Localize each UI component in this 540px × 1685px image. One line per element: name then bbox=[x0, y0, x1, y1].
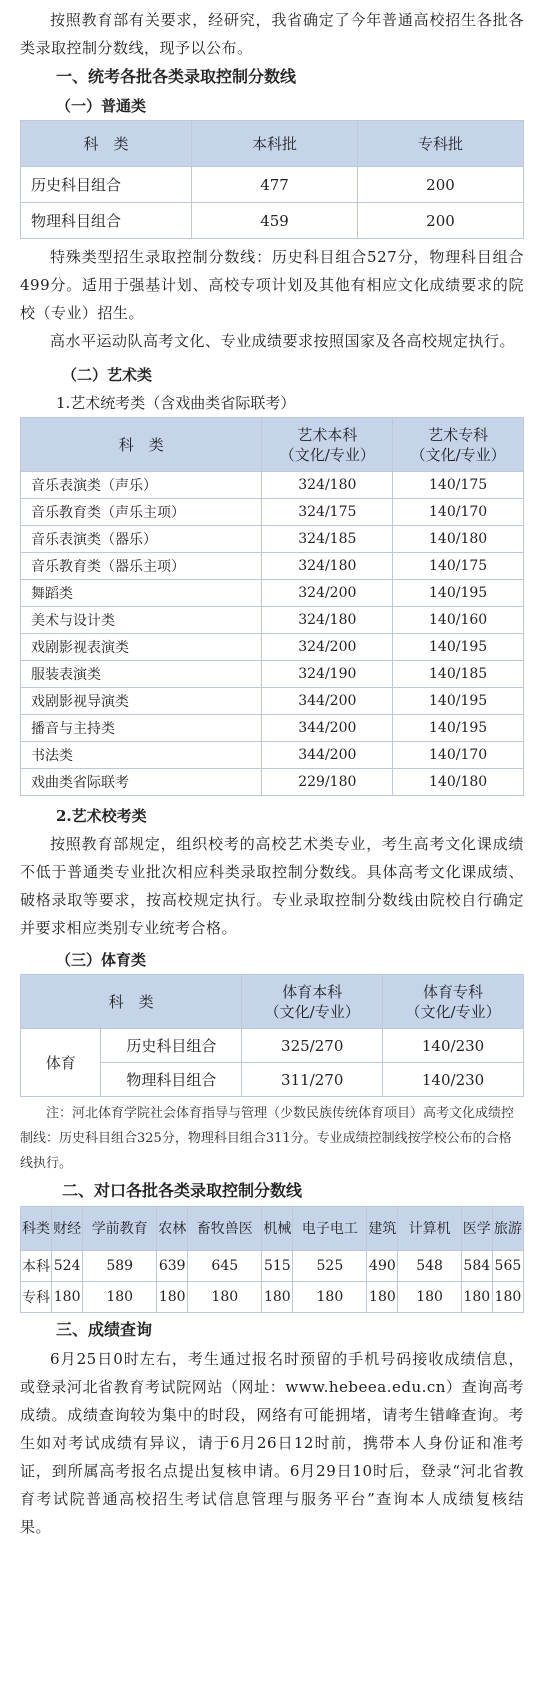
art-sub1-title: 1.艺术统考类（含戏曲类省际联考） bbox=[56, 394, 296, 412]
table-header-row bbox=[21, 1207, 524, 1251]
table-header: 畜牧兽医 bbox=[188, 1207, 262, 1251]
header-line: （文化/专业） bbox=[410, 445, 506, 464]
table-cell: 140/175 bbox=[393, 472, 524, 499]
table-cell: 344/200 bbox=[262, 688, 393, 715]
header-line: （文化/专业） bbox=[264, 1002, 360, 1021]
table-cell: 140/175 bbox=[393, 553, 524, 580]
table-cell: 140/180 bbox=[393, 769, 524, 796]
table-header: 科类 bbox=[21, 1207, 52, 1251]
table-cell: 140/160 bbox=[393, 607, 524, 634]
table-header: 科 类 bbox=[21, 975, 242, 1029]
table-cell: 体育 bbox=[21, 1029, 101, 1097]
table-cell: 490 bbox=[367, 1251, 398, 1282]
table-cell: 344/200 bbox=[262, 742, 393, 769]
table-cell: 459 bbox=[192, 203, 358, 239]
table-cell: 服装表演类 bbox=[21, 661, 262, 688]
vocational-table bbox=[20, 1206, 524, 1313]
table-cell: 548 bbox=[398, 1251, 461, 1282]
table-row bbox=[21, 553, 524, 580]
table-cell: 140/230 bbox=[383, 1029, 524, 1063]
table-cell: 戏剧影视表演类 bbox=[21, 634, 262, 661]
table-header bbox=[262, 418, 393, 472]
table-cell: 140/170 bbox=[393, 499, 524, 526]
table-cell: 历史科目组合 bbox=[21, 167, 192, 203]
table-header: 机械 bbox=[262, 1207, 293, 1251]
table-row bbox=[21, 607, 524, 634]
table-cell: 324/175 bbox=[262, 499, 393, 526]
table-header: 本科批 bbox=[192, 121, 358, 167]
table-cell: 美术与设计类 bbox=[21, 607, 262, 634]
table-cell: 物理科目组合 bbox=[101, 1063, 242, 1097]
table-cell: 历史科目组合 bbox=[101, 1029, 242, 1063]
table-cell: 324/190 bbox=[262, 661, 393, 688]
special-paragraph: 特殊类型招生录取控制分数线：历史科目组合527分，物理科目组合499分。适用于强基计划、高校专项计划及其他有相应文化成绩要求的院校（专业）招生。 bbox=[20, 248, 524, 322]
header-line: 体育本科 bbox=[282, 982, 343, 1001]
table-cell: 524 bbox=[52, 1251, 83, 1282]
table-cell: 播音与主持类 bbox=[21, 715, 262, 742]
header-line: 艺术本科 bbox=[297, 425, 358, 444]
table-header-row bbox=[21, 121, 524, 167]
table-cell: 589 bbox=[83, 1251, 157, 1282]
table-header: 医学 bbox=[461, 1207, 492, 1251]
table-cell: 物理科目组合 bbox=[21, 203, 192, 239]
table-cell: 324/185 bbox=[262, 526, 393, 553]
table-cell: 专科 bbox=[21, 1282, 52, 1313]
table-cell: 200 bbox=[358, 167, 524, 203]
table-cell: 180 bbox=[367, 1282, 398, 1313]
table-cell: 525 bbox=[293, 1251, 367, 1282]
table-cell: 音乐表演类（器乐） bbox=[21, 526, 262, 553]
table-cell: 324/180 bbox=[262, 607, 393, 634]
table-header: 学前教育 bbox=[83, 1207, 157, 1251]
section1-title: 一、统考各批各类录取控制分数线 bbox=[56, 67, 297, 86]
table-header: 电子电工 bbox=[293, 1207, 367, 1251]
section2-title: 二、对口各批各类录取控制分数线 bbox=[62, 1181, 303, 1200]
table-row bbox=[21, 1029, 524, 1063]
table-cell: 325/270 bbox=[242, 1029, 383, 1063]
table-cell: 本科 bbox=[21, 1251, 52, 1282]
table-cell: 324/180 bbox=[262, 553, 393, 580]
table-cell: 180 bbox=[83, 1282, 157, 1313]
sports-title: （三）体育类 bbox=[56, 951, 147, 969]
table-cell: 229/180 bbox=[262, 769, 393, 796]
table-cell: 140/180 bbox=[393, 526, 524, 553]
table-cell: 140/195 bbox=[393, 715, 524, 742]
table-cell: 565 bbox=[492, 1251, 523, 1282]
table-header-row bbox=[21, 418, 524, 472]
table-row bbox=[21, 499, 524, 526]
intro-paragraph: 按照教育部有关要求，经研究，我省确定了今年普通高校招生各批各类录取控制分数线，现予以公布。 bbox=[20, 11, 524, 57]
table-cell: 324/180 bbox=[262, 472, 393, 499]
art-table-body bbox=[21, 472, 524, 796]
sports-table bbox=[20, 974, 524, 1097]
header-line: （文化/专业） bbox=[279, 445, 375, 464]
header-line: （文化/专业） bbox=[405, 1002, 501, 1021]
header-line: 艺术专科 bbox=[428, 425, 489, 444]
table-row bbox=[21, 688, 524, 715]
table-cell: 477 bbox=[192, 167, 358, 203]
table-cell: 舞蹈类 bbox=[21, 580, 262, 607]
section3-paragraph: 6月25日0时左右，考生通过报名时预留的手机号码接收成绩信息，或登录河北省教育考试院网站（网址：www.hebeea.edu.cn）查询高考成绩。成绩查询较为集中的时段，网络有可能拥堵，请考生错峰查询。考生如对考试成绩有异议，请于6月26日12时前，携带本人身份证和准考证，到所属高考报名点提出复核申请。6月29日10时后，登录“河北省教育考试院普通高校招生考试信息管理与服务平台”查询本人成绩复核结果。 bbox=[20, 1350, 524, 1536]
table-cell: 180 bbox=[188, 1282, 262, 1313]
table-row bbox=[21, 203, 524, 239]
table-cell: 311/270 bbox=[242, 1063, 383, 1097]
table-cell: 180 bbox=[461, 1282, 492, 1313]
table-cell: 140/185 bbox=[393, 661, 524, 688]
table-cell: 515 bbox=[262, 1251, 293, 1282]
table-row bbox=[21, 661, 524, 688]
table-row bbox=[21, 769, 524, 796]
table-row bbox=[21, 742, 524, 769]
table-cell: 书法类 bbox=[21, 742, 262, 769]
header-line: 体育专科 bbox=[423, 982, 484, 1001]
table-cell: 180 bbox=[157, 1282, 188, 1313]
section3-title: 三、成绩查询 bbox=[56, 1320, 153, 1339]
sports-team-paragraph: 高水平运动队高考文化、专业成绩要求按照国家及各高校规定执行。 bbox=[50, 332, 516, 350]
table-cell: 584 bbox=[461, 1251, 492, 1282]
table-cell: 140/195 bbox=[393, 688, 524, 715]
table-row bbox=[21, 580, 524, 607]
general-table bbox=[20, 120, 524, 239]
table-cell: 639 bbox=[157, 1251, 188, 1282]
table-header: 科 类 bbox=[21, 121, 192, 167]
table-row bbox=[21, 472, 524, 499]
sports-note: 注：河北体育学院社会体育指导与管理（少数民族传统体育项目）高考文化成绩控制线：历史科目组合325分，物理科目组合311分。专业成绩控制线按学校公布的合格线执行。 bbox=[20, 1106, 515, 1171]
table-cell: 戏曲类省际联考 bbox=[21, 769, 262, 796]
art-title: （二）艺术类 bbox=[62, 366, 153, 384]
table-cell: 200 bbox=[358, 203, 524, 239]
table-cell: 324/200 bbox=[262, 634, 393, 661]
table-header bbox=[242, 975, 383, 1029]
table-header: 科 类 bbox=[21, 418, 262, 472]
table-cell: 180 bbox=[492, 1282, 523, 1313]
table-cell: 180 bbox=[398, 1282, 461, 1313]
table-row bbox=[21, 167, 524, 203]
table-cell: 180 bbox=[293, 1282, 367, 1313]
table-header: 财经 bbox=[52, 1207, 83, 1251]
table-cell: 音乐教育类（器乐主项） bbox=[21, 553, 262, 580]
art-table bbox=[20, 417, 524, 796]
table-header-row bbox=[21, 975, 524, 1029]
table-header: 专科批 bbox=[358, 121, 524, 167]
table-cell: 音乐表演类（声乐） bbox=[21, 472, 262, 499]
table-header bbox=[393, 418, 524, 472]
general-title: （一）普通类 bbox=[56, 97, 147, 115]
table-header bbox=[383, 975, 524, 1029]
table-cell: 140/195 bbox=[393, 580, 524, 607]
table-cell: 140/170 bbox=[393, 742, 524, 769]
table-header: 建筑 bbox=[367, 1207, 398, 1251]
table-cell: 324/200 bbox=[262, 580, 393, 607]
vocational-table-body bbox=[21, 1251, 524, 1313]
table-header: 农林 bbox=[157, 1207, 188, 1251]
table-header: 计算机 bbox=[398, 1207, 461, 1251]
table-row bbox=[21, 1251, 524, 1282]
table-cell: 140/195 bbox=[393, 634, 524, 661]
table-row bbox=[21, 526, 524, 553]
table-row bbox=[21, 1282, 524, 1313]
art-sub2-title: 2.艺术校考类 bbox=[56, 807, 147, 825]
table-cell: 344/200 bbox=[262, 715, 393, 742]
table-cell: 音乐教育类（声乐主项） bbox=[21, 499, 262, 526]
table-cell: 戏剧影视导演类 bbox=[21, 688, 262, 715]
table-header: 旅游 bbox=[492, 1207, 523, 1251]
table-row bbox=[21, 715, 524, 742]
table-cell: 180 bbox=[262, 1282, 293, 1313]
art-sub2-paragraph: 按照教育部规定，组织校考的高校艺术类专业，考生高考文化课成绩不低于普通类专业批次相应科类录取控制分数线。具体高考文化课成绩、破格录取等要求，按高校规定执行。专业录取控制分数线由院校自行确定并要求相应类别专业统考合格。 bbox=[20, 835, 524, 937]
table-cell: 645 bbox=[188, 1251, 262, 1282]
table-cell: 140/230 bbox=[383, 1063, 524, 1097]
table-row bbox=[21, 634, 524, 661]
table-cell: 180 bbox=[52, 1282, 83, 1313]
